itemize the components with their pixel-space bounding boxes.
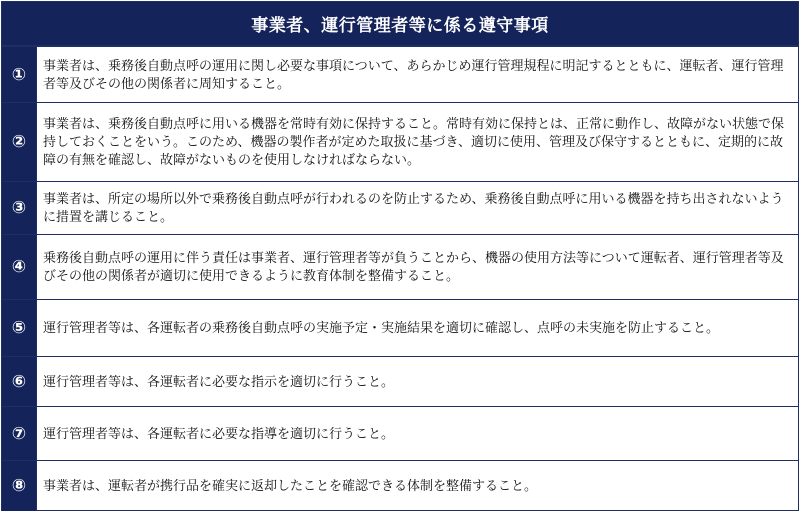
table-row bbox=[2, 46, 798, 102]
table-row bbox=[2, 406, 798, 460]
item-number: ⑥ bbox=[2, 357, 36, 406]
item-text-cell bbox=[36, 357, 798, 406]
item-text-cell bbox=[36, 182, 798, 234]
item-text: 事業者は、所定の場所以外で乗務後自動点呼が行われるのを防止するため、乗務後自動点呼に用いる機器を持ち出されないように措置を講じること。 bbox=[43, 192, 784, 225]
item-text: 乗務後自動点呼の運用に伴う責任は事業者、運行管理者等が負うことから、機器の使用方法等について運転者、運行管理者等及びその他の関係者が適切に使用できるように教育体制を整備すること。 bbox=[43, 251, 784, 284]
item-number: ① bbox=[2, 47, 36, 102]
table-row bbox=[2, 234, 798, 299]
item-text: 事業者は、運転者が携行品を確実に返却したことを確認できる体制を整備すること。 bbox=[43, 479, 538, 494]
item-number: ② bbox=[2, 103, 36, 181]
table-row bbox=[2, 356, 798, 406]
item-number: ⑦ bbox=[2, 407, 36, 460]
item-text: 事業者は、乗務後自動点呼の運用に関し必要な事項について、あらかじめ運行管理規程に明記するとともに、運転者、運行管理者等及びその他の関係者に周知すること。 bbox=[43, 58, 784, 92]
item-text-cell bbox=[36, 461, 798, 511]
item-number: ③ bbox=[2, 182, 36, 234]
table-row bbox=[2, 299, 798, 356]
compliance-table bbox=[1, 1, 799, 511]
table-row bbox=[2, 181, 798, 234]
table-row bbox=[2, 460, 798, 511]
item-text-cell bbox=[36, 300, 798, 356]
table-row bbox=[2, 102, 798, 181]
item-text: 事業者は、乗務後自動点呼に用いる機器を常時有効に保持すること。常時有効に保持とは、正常に動作し、故障がない状態で保持しておくことをいう。このため、機器の製作者が定めた取扱に基づき、適切に使用、管理及び保守するとともに、定期的に故障の有無を確認し、故障がないものを使用しなければならない。 bbox=[43, 117, 785, 168]
page-title: 事業者、運行管理者等に係る遵守事項 bbox=[251, 16, 549, 36]
item-number: ⑤ bbox=[2, 300, 36, 356]
item-text: 運行管理者等は、各運転者に必要な指導を適切に行うこと。 bbox=[43, 426, 395, 442]
item-text: 運行管理者等は、各運転者の乗務後自動点呼の実施予定・実施結果を適切に確認し、点呼の未実施を防止すること。 bbox=[43, 321, 720, 336]
item-text-cell bbox=[36, 103, 798, 181]
item-text-cell bbox=[36, 407, 798, 460]
item-number: ④ bbox=[2, 235, 36, 299]
item-text-cell bbox=[36, 47, 798, 102]
item-number: ⑧ bbox=[2, 461, 36, 511]
item-text-cell bbox=[36, 235, 798, 299]
table-header bbox=[2, 2, 798, 46]
item-text: 運行管理者等は、各運転者に必要な指示を適切に行うこと。 bbox=[43, 374, 395, 390]
